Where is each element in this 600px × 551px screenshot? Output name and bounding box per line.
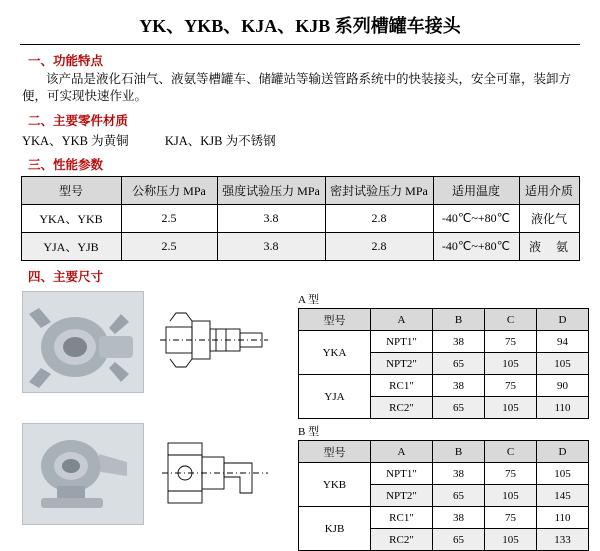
perf-header-cell: 型号 [21, 177, 121, 205]
dim-cell-d: 133 [537, 529, 589, 551]
dim-header-cell: C [485, 441, 537, 463]
coupling-drawing-b [156, 423, 276, 523]
page-title: YK、YKB、KJA、KJB 系列槽罐车接头 [139, 16, 461, 36]
dim-cell-a: NPT1" [371, 463, 433, 485]
perf-header-cell: 密封试验压力 MPa [325, 177, 433, 205]
coupling-photo-b-graphic [23, 424, 143, 524]
dim-cell-b: 38 [433, 463, 485, 485]
dim-header-cell: B [433, 309, 485, 331]
dim-cell-a: RC2" [371, 397, 433, 419]
dim-cell-c: 105 [485, 397, 537, 419]
dim-cell-d: 105 [537, 353, 589, 375]
dim-header-cell: A [371, 441, 433, 463]
dim-cell-a: NPT2" [371, 353, 433, 375]
coupling-photo-a-graphic [23, 292, 143, 392]
dim-cell-d: 145 [537, 485, 589, 507]
dim-cell-d: 110 [537, 507, 589, 529]
dimensions-section [0, 291, 600, 551]
dimension-table-b [298, 440, 589, 551]
perf-cell-temp: -40℃~+80℃ [433, 233, 519, 261]
dimension-table-a-header-row [299, 309, 589, 331]
dim-cell-d: 94 [537, 331, 589, 353]
dim-header-cell: B [433, 441, 485, 463]
dim-cell-c: 75 [485, 507, 537, 529]
dimension-table-a-label: A 型 [298, 294, 320, 306]
dim-cell-b: 65 [433, 397, 485, 419]
perf-cell-medium: 液 氨 [519, 233, 579, 261]
dimension-table-b-label: B 型 [298, 426, 320, 438]
dim-header-cell: A [371, 309, 433, 331]
table-row [299, 507, 589, 529]
perf-cell-model: YKA、YKB [21, 205, 121, 233]
coupling-drawing-b-graphic [156, 423, 276, 523]
material-left: YKA、YKB 为黄铜 [22, 134, 129, 148]
coupling-drawing-a-graphic [156, 291, 276, 391]
dim-header-cell: D [537, 441, 589, 463]
perf-cell-seal: 2.8 [325, 205, 433, 233]
dim-cell-d: 90 [537, 375, 589, 397]
dim-header-cell: 型号 [299, 309, 371, 331]
dim-header-cell: 型号 [299, 441, 371, 463]
dim-cell-d: 110 [537, 397, 589, 419]
dim-cell-c: 75 [485, 331, 537, 353]
dim-cell-a: NPT1" [371, 331, 433, 353]
perf-cell-nominal: 2.5 [121, 205, 217, 233]
features-paragraph: 该产品是液化石油气、液氨等槽罐车、储罐站等输送管路系统中的快装接头，安全可靠，装卸方便，可实现快速作业。 [22, 72, 572, 103]
table-row [21, 233, 579, 261]
table-row [21, 205, 579, 233]
dim-cell-a: NPT2" [371, 485, 433, 507]
performance-table [21, 176, 580, 261]
perf-header-cell: 适用介质 [519, 177, 579, 205]
dimension-table-a-wrap [298, 291, 589, 419]
section-heading-material: 二、主要零件材质 [28, 114, 129, 128]
perf-cell-nominal: 2.5 [121, 233, 217, 261]
dim-cell-c: 75 [485, 463, 537, 485]
dimension-table-a [298, 308, 589, 419]
title-divider [20, 44, 580, 45]
dim-cell-model: YKA [299, 331, 371, 375]
dim-cell-model: YKB [299, 463, 371, 507]
dimension-table-b-wrap [298, 423, 589, 551]
dim-cell-model: YJA [299, 375, 371, 419]
dim-cell-a: RC2" [371, 529, 433, 551]
dim-cell-c: 105 [485, 485, 537, 507]
dim-cell-a: RC1" [371, 375, 433, 397]
dim-cell-c: 75 [485, 375, 537, 397]
dim-header-cell: D [537, 309, 589, 331]
dim-cell-d: 105 [537, 463, 589, 485]
dim-cell-b: 38 [433, 375, 485, 397]
dim-cell-a: RC1" [371, 507, 433, 529]
table-row [299, 463, 589, 485]
section-heading-dimensions: 四、主要尺寸 [28, 270, 104, 284]
perf-cell-seal: 2.8 [325, 233, 433, 261]
section-heading-features: 一、功能特点 [28, 54, 104, 68]
coupling-drawing-a [156, 291, 276, 391]
dim-header-cell: C [485, 309, 537, 331]
performance-table-header-row [21, 177, 579, 205]
dim-cell-model: KJB [299, 507, 371, 551]
dim-cell-b: 65 [433, 485, 485, 507]
perf-header-cell: 适用温度 [433, 177, 519, 205]
perf-header-cell: 公称压力 MPa [121, 177, 217, 205]
dim-cell-b: 65 [433, 353, 485, 375]
dim-cell-b: 38 [433, 507, 485, 529]
perf-cell-strength: 3.8 [217, 205, 325, 233]
dimension-block-b [0, 423, 600, 551]
dim-cell-b: 65 [433, 529, 485, 551]
dim-cell-c: 105 [485, 529, 537, 551]
coupling-photo-b [22, 423, 144, 525]
coupling-photo-a [22, 291, 144, 393]
dim-cell-c: 105 [485, 353, 537, 375]
dimension-block-a [0, 291, 600, 419]
table-row [299, 375, 589, 397]
perf-cell-strength: 3.8 [217, 233, 325, 261]
perf-cell-temp: -40℃~+80℃ [433, 205, 519, 233]
table-row [299, 331, 589, 353]
dimension-table-b-header-row [299, 441, 589, 463]
material-line [22, 131, 600, 149]
perf-cell-medium: 液化气 [519, 205, 579, 233]
material-right: KJA、KJB 为不锈钢 [164, 134, 276, 148]
perf-header-cell: 强度试验压力 MPa [217, 177, 325, 205]
section-heading-performance: 三、性能参数 [28, 158, 104, 172]
perf-cell-model: YJA、YJB [21, 233, 121, 261]
dim-cell-b: 38 [433, 331, 485, 353]
